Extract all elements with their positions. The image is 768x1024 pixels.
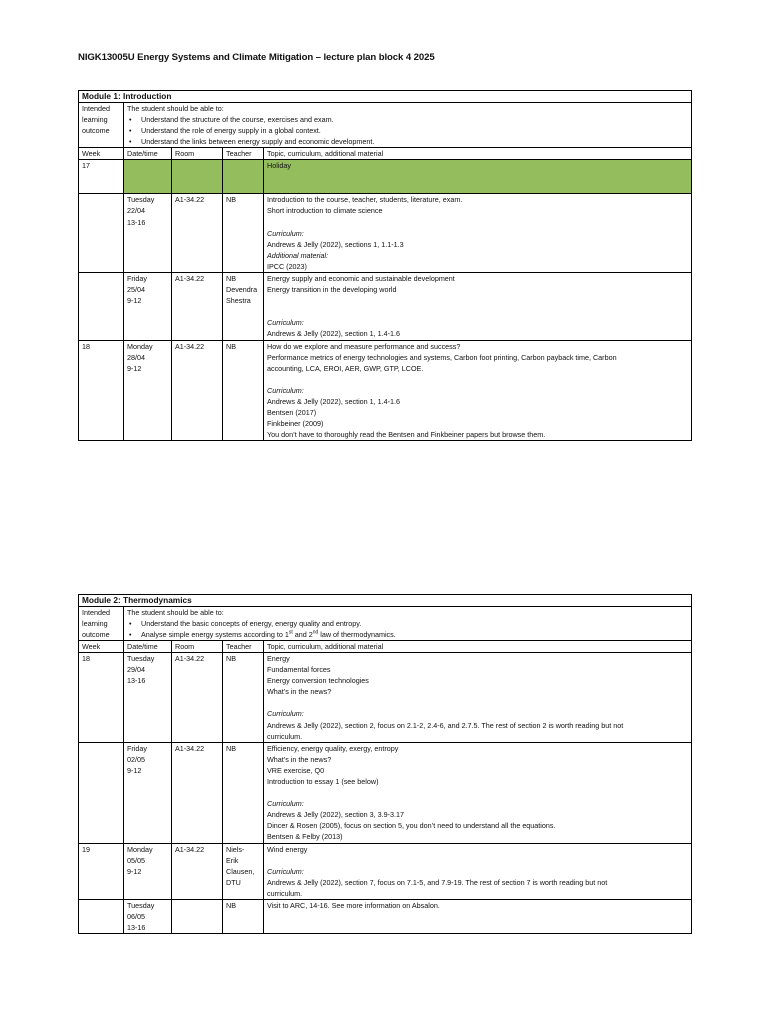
cell-line: DTU: [226, 877, 241, 887]
cell-line: [82, 900, 121, 911]
week-cell: [79, 652, 124, 742]
cell-line: IPCC (2023): [267, 261, 307, 271]
cell-line: 13-16: [127, 676, 146, 686]
cell-line: Energy supply and economic and sustainable development: [267, 274, 455, 284]
cell-line: Bentsen (2017): [267, 408, 317, 418]
cell-line: [267, 217, 689, 228]
cell-line: Finkbeiner (2009): [267, 419, 324, 429]
module-title: Module 2: Thermodynamics: [79, 595, 692, 607]
module-2-rows: [79, 652, 692, 933]
learning-outcome-label: [79, 102, 124, 147]
cell-line: Visit to ARC, 14-16. See more information on Absalon.: [267, 901, 440, 911]
cell-line: Energy conversion technologies: [267, 676, 369, 686]
cell-line: [267, 295, 689, 306]
cell-line: 9-12: [127, 363, 142, 373]
header-room: Room: [172, 640, 223, 652]
cell-line: Efficiency, energy quality, exergy, entropy: [267, 743, 399, 753]
outcomes-intro: The student should be able to:: [127, 607, 224, 617]
cell-line: 06/05: [127, 912, 145, 922]
cell-line: [82, 194, 121, 205]
outcome-text: and 2: [292, 629, 313, 639]
schedule-row: [79, 340, 692, 441]
cell-line: A1-34.22: [175, 743, 205, 753]
header-topic: Topic, curriculum, additional material: [264, 147, 692, 159]
module-1-rows: [79, 160, 692, 441]
cell-line: NB: [226, 341, 236, 351]
cell-line: accounting, LCA, EROI, AER, GWP, GTP, LCOE.: [267, 363, 424, 373]
cell-line: Energy transition in the developing world: [267, 285, 397, 295]
schedule-row: [79, 843, 692, 899]
cell-line: Short introduction to climate science: [267, 206, 383, 216]
teacher-cell: [223, 843, 264, 899]
cell-line: NB: [226, 274, 236, 284]
cell-line: A1-34.22: [175, 653, 205, 663]
module-title: Module 1: Introduction: [79, 91, 692, 103]
document-title: NIGK13005U Energy Systems and Climate Mitigation – lecture plan block 4 2025: [78, 52, 435, 63]
learning-outcome-content: [124, 606, 692, 640]
outcome-item: • Understand the role of energy supply in a global context.: [127, 125, 689, 136]
topic-cell: [264, 900, 692, 934]
outcomes-intro: The student should be able to:: [127, 103, 224, 113]
teacher-cell: [223, 742, 264, 843]
topic-cell: [264, 652, 692, 742]
cell-line: Devendra: [226, 285, 258, 295]
module-2-title-row: [79, 595, 692, 607]
room-cell: [172, 340, 223, 441]
cell-line: 9-12: [127, 866, 142, 876]
module-1-title-row: [79, 91, 692, 103]
week-cell: [79, 340, 124, 441]
label-line: outcome: [82, 125, 110, 135]
cell-line: Curriculum:: [267, 228, 304, 238]
cell-line: Niels-: [226, 844, 245, 854]
date-cell: [124, 194, 172, 273]
cell-line: 17: [82, 161, 90, 171]
cell-line: [267, 787, 689, 798]
week-cell: [79, 742, 124, 843]
header-teacher: Teacher: [223, 147, 264, 159]
date-cell: [124, 843, 172, 899]
module-2-table: [78, 594, 692, 934]
cell-line: 02/05: [127, 754, 145, 764]
cell-line: Introduction to essay 1 (see below): [267, 777, 379, 786]
cell-line: 9-12: [127, 765, 142, 775]
outcome-text: law of thermodynamics.: [318, 629, 396, 639]
cell-line: Andrews & Jelly (2022), section 7, focus on 7.1-5, and 7.9-19. The rest of section 7 is worth reading but not: [267, 877, 608, 887]
week-cell: [79, 900, 124, 934]
cell-line: Tuesday: [127, 653, 155, 663]
cell-line: 29/04: [127, 665, 145, 675]
cell-line: A1-34.22: [175, 195, 205, 205]
cell-line: Curriculum:: [267, 385, 304, 395]
cell-line: A1-34.22: [175, 274, 205, 284]
room-cell: [172, 742, 223, 843]
date-cell: [124, 652, 172, 742]
date-cell: [124, 742, 172, 843]
header-room: Room: [172, 147, 223, 159]
cell-line: 13-16: [127, 923, 146, 933]
cell-line: Fundamental forces: [267, 665, 331, 675]
cell-line: Curriculum:: [267, 318, 304, 328]
topic-cell: [264, 742, 692, 843]
cell-line: Andrews & Jelly (2022), sections 1, 1.1-1.3: [267, 239, 404, 249]
cell-line: Additional material:: [267, 250, 329, 260]
cell-line: 18: [82, 653, 90, 663]
cell-line: 19: [82, 844, 90, 854]
teacher-cell: [223, 340, 264, 441]
teacher-cell: [223, 194, 264, 273]
cell-line: Friday: [127, 274, 147, 284]
cell-line: curriculum.: [267, 888, 303, 898]
label-line: Intended: [82, 607, 110, 617]
cell-line: Andrews & Jelly (2022), section 1, 1.4-1.6: [267, 397, 401, 407]
cell-line: Friday: [127, 743, 147, 753]
ordinal-suffix: nd: [312, 629, 319, 636]
date-cell: [124, 160, 172, 194]
cell-line: Curriculum:: [267, 799, 304, 809]
cell-line: [267, 855, 689, 866]
cell-line: Andrews & Jelly (2022), section 2, focus on 2.1-2, 2.4-6, and 2.7.5. The rest of section 2 is worth reading but not: [267, 720, 624, 730]
learning-outcome-label: [79, 606, 124, 640]
cell-line: Tuesday: [127, 901, 155, 911]
teacher-cell: [223, 652, 264, 742]
outcome-text: Analyse simple energy systems according to 1: [141, 629, 289, 639]
topic-cell: [264, 273, 692, 341]
cell-line: Shestra: [226, 296, 251, 306]
week-cell: [79, 194, 124, 273]
date-cell: [124, 273, 172, 341]
cell-line: Introduction to the course, teacher, students, literature, exam.: [267, 195, 463, 205]
cell-line: Bentsen & Felby (2013): [267, 832, 343, 842]
cell-line: NB: [226, 901, 236, 911]
header-date: Date/time: [124, 147, 172, 159]
outcome-item: [127, 629, 689, 640]
teacher-cell: [223, 160, 264, 194]
cell-line: 13-16: [127, 217, 146, 227]
cell-line: Curriculum:: [267, 866, 304, 876]
cell-line: [82, 743, 121, 754]
cell-line: [175, 900, 220, 911]
cell-line: curriculum.: [267, 731, 303, 741]
cell-line: A1-34.22: [175, 341, 205, 351]
cell-line: 28/04: [127, 352, 145, 362]
room-cell: [172, 194, 223, 273]
label-line: outcome: [82, 629, 110, 639]
date-cell: [124, 340, 172, 441]
week-cell: [79, 843, 124, 899]
cell-line: Clausen,: [226, 866, 255, 876]
cell-line: Erik: [226, 855, 239, 865]
cell-line: Energy: [267, 653, 290, 663]
cell-line: NB: [226, 653, 236, 663]
learning-outcome-row: [79, 606, 692, 640]
header-topic: Topic, curriculum, additional material: [264, 640, 692, 652]
schedule-row: [79, 160, 692, 194]
cell-line: [175, 160, 220, 171]
cell-line: 18: [82, 341, 90, 351]
cell-line: Holiday: [267, 161, 291, 171]
week-cell: [79, 160, 124, 194]
room-cell: [172, 273, 223, 341]
cell-line: 9-12: [127, 296, 142, 306]
header-week: Week: [79, 147, 124, 159]
learning-outcome-row: [79, 102, 692, 147]
schedule-row: [79, 652, 692, 742]
topic-cell: [264, 194, 692, 273]
cell-line: [267, 306, 689, 317]
teacher-cell: [223, 273, 264, 341]
schedule-row: [79, 900, 692, 934]
header-date: Date/time: [124, 640, 172, 652]
cell-line: NB: [226, 195, 236, 205]
room-cell: [172, 843, 223, 899]
room-cell: [172, 652, 223, 742]
module-1-table: [78, 90, 692, 441]
cell-line: Tuesday: [127, 195, 155, 205]
topic-cell: [264, 340, 692, 441]
room-cell: [172, 900, 223, 934]
cell-line: Andrews & Jelly (2022), section 3, 3.9-3.17: [267, 810, 405, 820]
cell-line: Dincer & Rosen (2005), focus on section 5, you don’t need to understand all the equations.: [267, 821, 556, 831]
cell-line: A1-34.22: [175, 844, 205, 854]
cell-line: Wind energy: [267, 844, 308, 854]
cell-line: Monday: [127, 844, 153, 854]
date-cell: [124, 900, 172, 934]
column-header-row: [79, 147, 692, 159]
cell-line: What’s in the news?: [267, 754, 332, 764]
label-line: Intended: [82, 103, 110, 113]
cell-line: 22/04: [127, 206, 145, 216]
label-line: learning: [82, 114, 108, 124]
outcome-item: • Understand the basic concepts of energy, energy quality and entropy.: [127, 618, 689, 629]
cell-line: [267, 374, 689, 385]
topic-cell: [264, 160, 692, 194]
cell-line: NB: [226, 743, 236, 753]
cell-line: Andrews & Jelly (2022), section 1, 1.4-1.6: [267, 329, 401, 339]
header-teacher: Teacher: [223, 640, 264, 652]
cell-line: You don’t have to thoroughly read the Bentsen and Finkbeiner papers but browse them.: [267, 430, 546, 440]
cell-line: [267, 697, 689, 708]
topic-cell: [264, 843, 692, 899]
outcome-item: • Understand the links between energy supply and economic development.: [127, 136, 689, 147]
label-line: learning: [82, 618, 108, 628]
cell-line: What’s in the news?: [267, 687, 332, 697]
teacher-cell: [223, 900, 264, 934]
schedule-row: [79, 273, 692, 341]
cell-line: VRE exercise, Q0: [267, 765, 325, 775]
cell-line: How do we explore and measure performance and success?: [267, 341, 461, 351]
ordinal-suffix: st: [288, 629, 293, 636]
outcome-item: • Understand the structure of the course, exercises and exam.: [127, 114, 689, 125]
cell-line: Monday: [127, 341, 153, 351]
room-cell: [172, 160, 223, 194]
cell-line: 05/05: [127, 855, 145, 865]
cell-line: Performance metrics of energy technologies and systems, Carbon foot printing, Carbon payback time, Carbon: [267, 352, 617, 362]
header-week: Week: [79, 640, 124, 652]
week-cell: [79, 273, 124, 341]
cell-line: [82, 273, 121, 284]
schedule-row: [79, 194, 692, 273]
learning-outcome-content: [124, 102, 692, 147]
schedule-row: [79, 742, 692, 843]
cell-line: 25/04: [127, 285, 145, 295]
cell-line: Curriculum:: [267, 709, 304, 719]
column-header-row: [79, 640, 692, 652]
